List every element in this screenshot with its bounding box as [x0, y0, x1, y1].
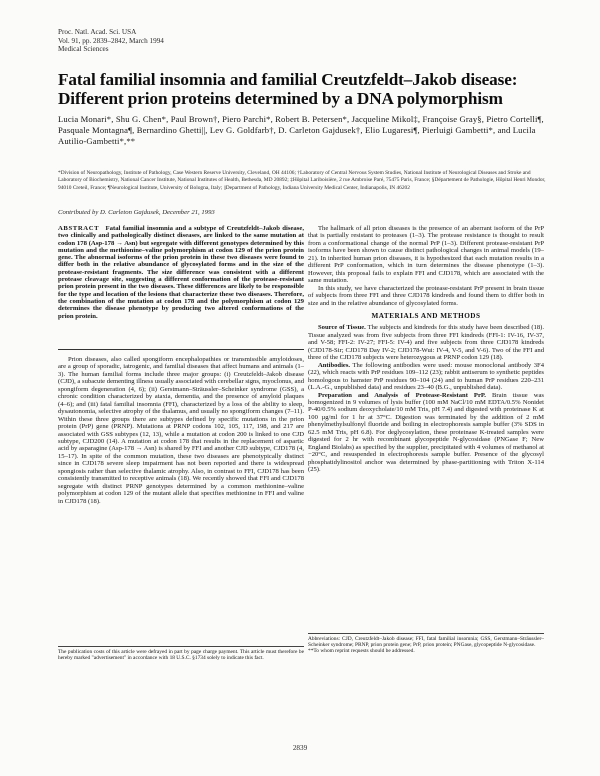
intro-paragraph: Prion diseases, also called spongiform encephalopathies or transmissible amyloidoses, are a group of sporadic, iatrogenic, and familial diseases that affect humans and animals (1–3). The human familial forms include three major groups: (i) Creutzfeldt–Jakob disease (CJD), a subacute dementing illness usually associated with cerebellar signs, myoclonus, and spongiform degeneration (4, 6); (ii) Gerstmann–Sträussler–Scheinker syndrome (GSS), a chronic condition characterized by ataxia, dementia, and the presence of amyloid plaques (4–6); and (iii) fatal familial insomnia (FFI), characterized by a loss of the ability to sleep, dysautonomia, selective atrophy of the thalamus, and usually no spongiform changes (7–11). Within these three groups there are subtypes defined by specific mutations in the prion protein (PrP) gene (PRNP). Mutations at PRNP codons 102, 105, 117, 198, and 217 are associated with GSS subtypes (12, 13), while a mutation at codon 200 is linked to one CJD subtype, CJD200 (14). A mutation at codon 178 that results in the replacement of aspartic acid by asparagine (Asp-178 → Asn) is shared by FFI and another CJD subtype, CJD178 (4, 15–17). In spite of the common mutation, these two diseases are phenotypically distinct since in CJD178 severe sleep impairment has not been reported and there is widespread spongiosis rather than selective thalamic atrophy. Also, in contrast to FFI, CJD178 has been consistently transmitted to receptive animals (18). We recently showed that FFI and CJD178 segregate with distinct PRNP genotypes determined by a common methionine–valine polymorphism at codon 129 of the mutant allele that specifies methionine in FFI and valine in CJD178 (18).	[58, 356, 304, 505]
abbreviations-text: Abbreviations: CJD, Creutzfeldt–Jakob disease; FFI, fatal familial insomnia; GSS, Gerstmann–Sträussler–Scheinker syndrome; PRNP, prion protein gene; PrP, prion protein; PNGase, glycopeptide N-glycosidase.	[308, 636, 544, 649]
antibodies-run-in-heading: Antibodies.	[318, 361, 351, 369]
journal-section: Medical Sciences	[58, 45, 109, 54]
intro-paragraph: In this study, we have characterized the protease-resistant PrP present in brain tissue of subjects from three FFI and three CJD178 kindreds and found them to differ both in size and in the relative abundance of glycosylated forms.	[308, 284, 544, 307]
methods-antibodies-paragraph	[308, 362, 544, 392]
communicated-line: Contributed by D. Carleton Gajdusek, December 21, 1993	[58, 209, 215, 216]
reprint-requests-text: **To whom reprint requests should be addressed.	[308, 648, 415, 655]
article-title: Fatal familial insomnia and familial Creutzfeldt–Jakob disease: Different prion proteins determined by a DNA polymorphism	[58, 70, 518, 108]
page-number: 2839	[292, 744, 308, 752]
abstract-divider	[58, 349, 304, 350]
abbreviations-footnote	[308, 633, 544, 676]
intro-paragraph: The hallmark of all prion diseases is the presence of an aberrant isoform of the PrP that is partially resistant to proteases (1–3). The protease resistance is thought to result from a conformational change of the normal PrP (1–3). Different protease-resistant PrP isoforms have been shown to cause distinct pathological changes in animal models (19–21). In inherited human prion diseases, it is hypothesized that each mutation results in a different PrP conformation, which in turn determines the disease phenotype (1–3). However, this proposal fails to explain FFI and CJD178, which are associated with the same mutation.	[308, 225, 544, 285]
journal-header	[58, 28, 164, 54]
abstract-text: Fatal familial insomnia and a subtype of Creutzfeldt–Jakob disease, two clinically and pathologically distinct diseases, are linked to the same mutation at codon 178 (Asp-178 → Asn) but segregate with different genotypes determined by this mutation and the methionine–valine polymorphism at codon 129 of the prion protein gene. The abnormal isoforms of the prion protein in these two diseases were found to differ both in the relative abundance of glycosylated forms and in the size of the protease-resistant fragments. The size difference was consistent with a different protease cleavage site, suggesting a different conformation of the protease-resistant prion protein present in the two diseases. These differences are likely to be responsible for the type and location of the lesions that characterize these two diseases. Therefore, the combination of the mutation at codon 178 and the polymorphism at codon 129 determines the disease phenotype by producing two altered conformations of the prion protein.	[58, 225, 304, 320]
publication-cost-footnote: The publication costs of this article were defrayed in part by page charge payment. This article must therefore be hereby marked "advertisement" in accordance with 18 U.S.C. §1734 solely to indicate this fact.	[58, 646, 304, 679]
abstract-label: ABSTRACT	[58, 225, 100, 232]
prep-run-in-heading: Preparation and Analysis of Protease-Resistant PrP.	[318, 391, 486, 399]
methods-prep-paragraph	[308, 392, 544, 474]
prep-text: Brain tissue was homogenized in 9 volumes of lysis buffer (100 mM NaCl/10 mM EDTA/0.5% Nonidet P-40/0.5% sodium deoxycholate/10 mM Tris, pH 7.4) and digested with proteinase K at 100 µg/ml for 1 hr at 37°C. Digestion was terminated by the addition of 2 mM phenylmethylsulfonyl fluoride and boiling in electrophoresis sample buffer (3% SDS in 62.5 mM Tris, pH 6.8). For deglycosylation, these proteinase K-treated samples were digested for 2 hr with recombinant glycopeptide N-glycosidase (PNGase F; New England Biolabs) as specified by the supplier, precipitated with 4 volumes of methanol at −20°C, and resuspended in electrophoresis sample buffer. Presence of the glycosyl phosphatidylinositol anchor was determined by phase-partitioning with Triton X-114 (25).	[308, 391, 544, 474]
introduction-left-column	[58, 356, 304, 640]
author-list: Lucia Monari*, Shu G. Chen*, Paul Brown†, Piero Parchi*, Robert B. Petersen*, Jacqueline Mikol‡, Françoise Gray§, Pietro Cortelli¶, Pasquale Montagna¶, Bernardino Ghetti||, Lev G. Goldfarb†, D. Carleton Gajdusek†, Elio Lugaresi¶, Pierluigi Gambetti*, and Lucila Autilio-Gambetti*,**	[58, 114, 544, 147]
methods-tissue-paragraph	[308, 324, 544, 361]
affiliations: *Division of Neuropathology, Institute of Pathology, Case Western Reserve University, Cleveland, OH 44106; †Laboratory of Central Nervous System Studies, National Institute of Neurological Diseases and Stroke and Laboratory of Biochemistry, National Cancer Institute, National Institutes of Health, Bethesda, MD 20892; ‡Hôpital Lariboisière, 2 rue Ambroise Paré, 75475 Paris, France; §Département de Pathologie, Hôpital Henri Mondor, 94010 Creteil, France; ¶Neurological Institute, University of Bologna, Italy; ||Department of Pathology, Indiana University Medical Center, Indianapolis, IN 46202	[58, 170, 546, 191]
journal-volume: Vol. 91, pp. 2839–2842, March 1994	[58, 36, 164, 45]
journal-name: Proc. Natl. Acad. Sci. USA	[58, 28, 137, 36]
methods-heading: MATERIALS AND METHODS	[371, 311, 481, 320]
abstract	[58, 225, 304, 348]
tissue-run-in-heading: Source of Tissue.	[318, 324, 366, 332]
antibodies-text: The following antibodies were used: mouse monoclonal antibody 3F4 (22), which reacts with PrP residues 109–112 (23); rabbit antiserum to synthetic peptides homologous to hamster PrP residues 90–104 (24) and to human PrP residues 220–231 (L.A.-G., unpublished data) and residues 23–40 (B.G., unpublished data).	[308, 361, 544, 392]
right-column	[308, 225, 544, 630]
tissue-text: The subjects and kindreds for this study have been described (18). Tissue analyzed was from five subjects from three FFI kindreds (FFI-1: IV-16, IV-37, and V-58; FFI-2: IV-27; FFI-5: IV-4) and five subjects from three CJD178 kindreds (CJD178-Sir; CJD178 Day IV-2; CJD178-Wui: IV-4, V-5, and V-6). Two of the FFI and three of the CJD178 subjects were heterozygous at PRNP codon 129 (18).	[308, 324, 544, 362]
